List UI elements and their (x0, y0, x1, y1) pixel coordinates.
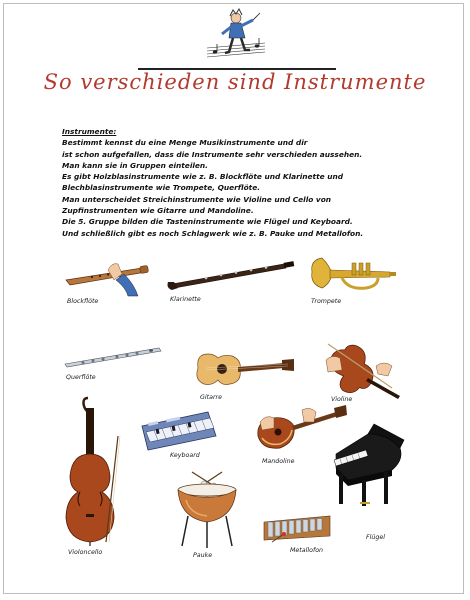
conductor-mascot-illustration (205, 8, 267, 66)
flute-illustration (63, 342, 165, 370)
intro-line: ist schon aufgefallen, dass die Instrumente sehr verschieden aussehen. (62, 149, 363, 159)
page-title: So verschieden sind Instrumente (43, 70, 427, 94)
intro-line: Die 5. Gruppe bilden die Tasteninstrumente wie Flügel und Keyboard. (62, 217, 353, 227)
timpani-illustration (174, 470, 240, 550)
keyboard-illustration (136, 410, 220, 452)
intro-text (62, 126, 422, 239)
trumpet-illustration (308, 254, 398, 296)
label-keyboard: Keyboard (170, 452, 200, 459)
label-metallofon: Metallofon (290, 547, 324, 554)
cello-illustration (56, 396, 126, 546)
label-trompete: Trompete (311, 298, 342, 305)
label-klarinette: Klarinette (170, 296, 201, 303)
metallophone-illustration (262, 512, 332, 544)
guitar-illustration (192, 348, 296, 390)
grand-piano-illustration (326, 420, 408, 512)
intro-line: Bestimmt kennst du eine Menge Musikinstrumente und dir (62, 138, 308, 148)
violin-illustration (322, 336, 406, 402)
label-fluegel: Flügel (366, 534, 385, 541)
intro-heading: Instrumente: (62, 127, 117, 136)
intro-line: Es gibt Holzblasinstrumente wie z. B. Blockflöte und Klarinette und (62, 172, 344, 182)
label-gitarre: Gitarre (200, 394, 223, 401)
label-blockfloete: Blockflöte (67, 298, 99, 305)
intro-line: Blechblasinstrumente wie Trompete, Querflöte. (62, 183, 261, 193)
label-mandoline: Mandoline (262, 458, 295, 465)
label-querfloete: Querflöte (66, 374, 96, 381)
intro-line: Man unterscheidet Streichinstrumente wie Violine und Cello von (62, 194, 332, 204)
label-violine: Violine (331, 396, 353, 403)
clarinet-illustration (166, 258, 298, 292)
intro-line: Und schließlich gibt es noch Schlagwerk wie z. B. Pauke und Metallofon. (62, 228, 364, 238)
label-violoncello: Violoncello (68, 549, 103, 556)
recorder-illustration (62, 258, 152, 298)
label-pauke: Pauke (193, 552, 213, 559)
intro-line: Man kann sie in Gruppen einteilen. (62, 160, 208, 170)
intro-line: Zupfinstrumenten wie Gitarre und Mandoline. (62, 206, 254, 216)
